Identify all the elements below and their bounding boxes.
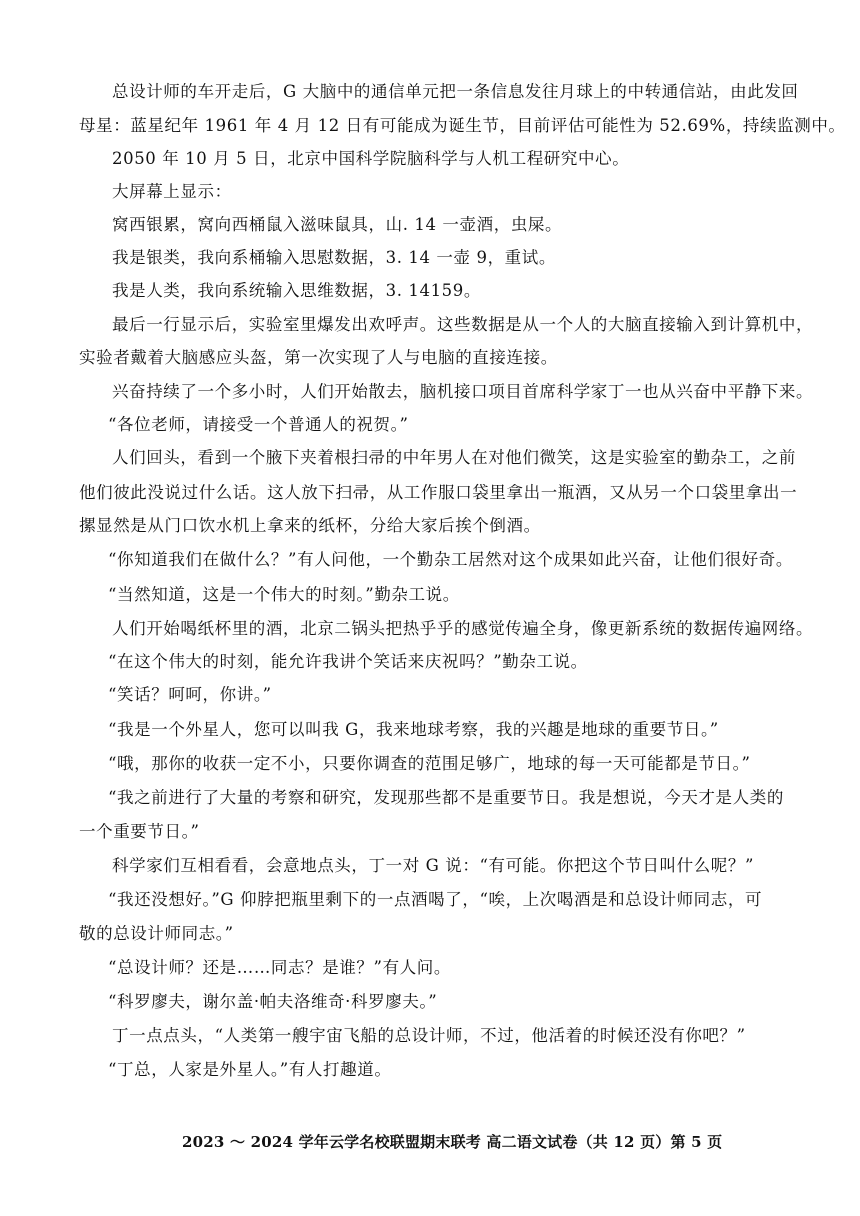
text-line: 我是银类，我向系桶输入思慰数据，3. 14 一壶 9，重试。 — [112, 248, 556, 267]
text-line: 敬的总设计师同志。” — [79, 924, 234, 943]
text-line: “你知道我们在做什么？”有人问他，一个勤杂工居然对这个成果如此兴奋，让他们很好奇。 — [108, 550, 793, 569]
text-line: 丁一点点头，“人类第一艘宇宙飞船的总设计师，不过，他活着的时候还没有你吧？” — [112, 1026, 746, 1045]
text-line: 实验者戴着大脑感应头盔，第一次实现了人与电脑的直接连接。 — [79, 348, 558, 367]
text-line: 2050 年 10 月 5 日，北京中国科学院脑科学与人机工程研究中心。 — [112, 149, 630, 168]
text-line: 他们彼此没说过什么话。这人放下扫帚，从工作服口袋里拿出一瓶酒，又从另一个口袋里拿出一 — [79, 483, 798, 502]
text-line: 摞显然是从门口饮水机上拿来的纸杯，分给大家后挨个倒酒。 — [79, 516, 541, 535]
text-line: “科罗廖夫，谢尔盖·帕夫洛维奇·科罗廖夫。” — [108, 992, 438, 1011]
text-line: “丁总，人家是外星人。”有人打趣道。 — [108, 1060, 392, 1079]
text-line: 最后一行显示后，实验室里爆发出欢呼声。这些数据是从一个人的大脑直接输入到计算机中， — [112, 315, 814, 334]
page-footer: 2023 ～ 2024 学年云学名校联盟期末联考 高二语文试卷（共 12 页）第 5 页 — [182, 1133, 723, 1151]
text-line: “我之前进行了大量的考察和研究，发现那些都不是重要节日。我是想说，今天才是人类的 — [108, 788, 784, 807]
text-line: 一个重要节日。” — [79, 822, 200, 841]
text-line: “哦，那你的收获一定不小，只要你调查的范围足够广，地球的每一天可能都是节日。” — [108, 754, 751, 773]
text-line: 科学家们互相看看，会意地点头，丁一对 G 说：“有可能。你把这个节日叫什么呢？” — [112, 856, 755, 875]
text-line: “笑话？呵呵，你讲。” — [108, 685, 272, 704]
text-line: 人们开始喝纸杯里的酒，北京二锅头把热乎乎的感觉传遍全身，像更新系统的数据传遍网络。 — [112, 619, 814, 638]
text-line: 兴奋持续了一个多小时，人们开始散去，脑机接口项目首席科学家丁一也从兴奋中平静下来。 — [112, 382, 814, 401]
text-line: “当然知道，这是一个伟大的时刻。”勤杂工说。 — [108, 585, 460, 604]
text-line: 窝西银累，窝向西桶鼠入滋味鼠具，山. 14 一壶酒，虫屎。 — [112, 215, 563, 234]
text-line: “总设计师？还是……同志？是谁？”有人问。 — [108, 958, 451, 977]
text-line: 我是人类，我向系统输入思维数据，3. 14159。 — [112, 281, 481, 300]
text-line: “各位老师，请接受一个普通人的祝贺。” — [108, 415, 409, 434]
text-line: 大屏幕上显示： — [112, 182, 232, 201]
text-line: 总设计师的车开走后，G 大脑中的通信单元把一条信息发往月球上的中转通信站，由此发回 — [112, 82, 799, 101]
text-line: “我是一个外星人，您可以叫我 G，我来地球考察，我的兴趣是地球的重要节日。” — [108, 720, 719, 739]
text-line: “在这个伟大的时刻，能允许我讲个笑话来庆祝吗？”勤杂工说。 — [108, 652, 588, 671]
text-line: “我还没想好。”G 仰脖把瓶里剩下的一点酒喝了，“唉，上次喝酒是和总设计师同志，可 — [108, 890, 763, 909]
text-line: 人们回头，看到一个腋下夹着根扫帚的中年男人在对他们微笑，这是实验室的勤杂工，之前 — [112, 448, 796, 467]
text-line: 母星：蓝星纪年 1961 年 4 月 12 日有可能成为诞生节，目前评估可能性为 52.69%，持续监测中。 — [79, 116, 846, 135]
